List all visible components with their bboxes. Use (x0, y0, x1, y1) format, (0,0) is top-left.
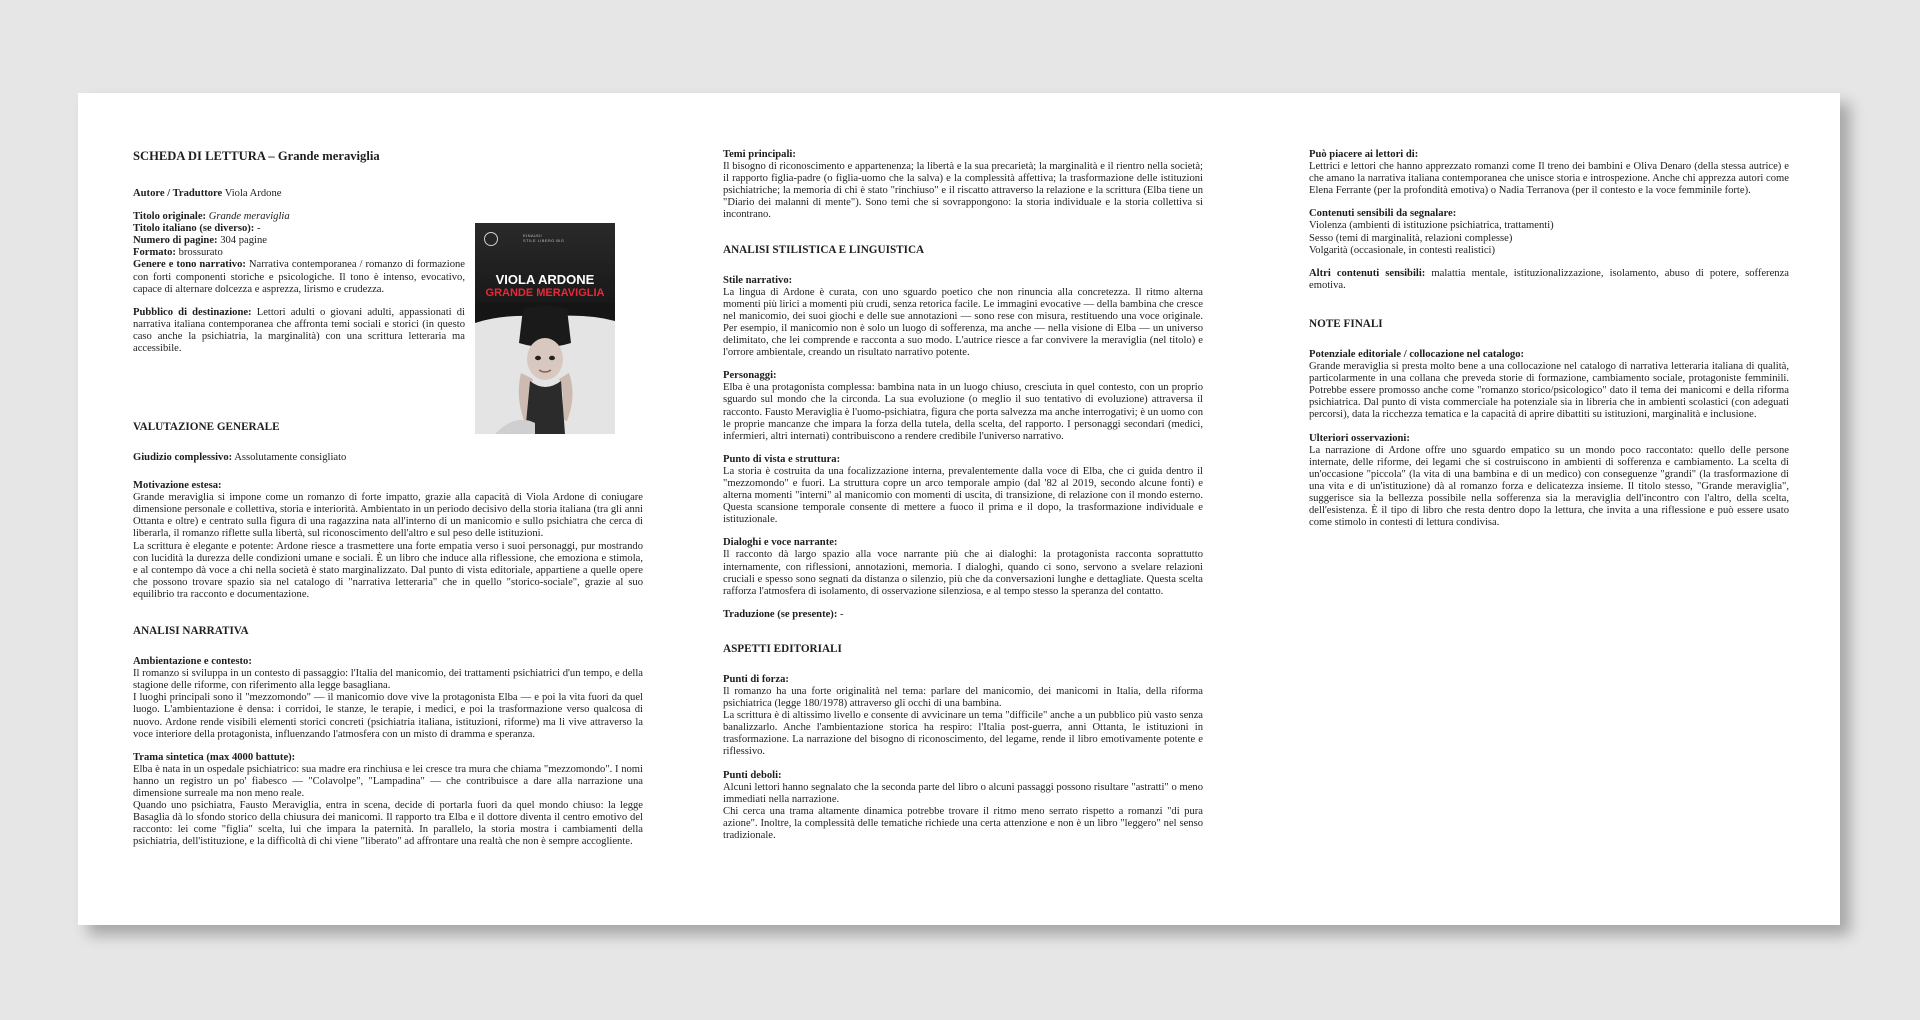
pov-label: Punto di vista e struttura: (723, 453, 841, 465)
column-right (1309, 149, 1789, 529)
orig-title-label: Titolo originale: (133, 211, 207, 223)
plot-paragraph-2: Quando uno psichiatra, Fausto Meraviglia, entra in scena, decide di portarla fuori da quel mondo chiuso: la legge Basaglia dà lo sfondo storico della chiusura dei manicomi. Il rapporto tra Elba e il dottore diventa il centro emotivo del racconto: lei come "figlia" scelta, lui che impara la paternità. In parallelo, la storia mostra i cambiamenti della psichiatria, dell'istituzione, e la difficoltà di chi viene "liberato" ad affrontare una realtà che non è sempre accogliente. (133, 800, 643, 848)
characters-paragraph: Elba è una protagonista complessa: bambina nata in un luogo chiuso, cresciuta in quel contesto, con un proprio sguardo sul mondo che la circonda. La sua evoluzione (o meglio il suo tentativo di evoluzione) attraversa il racconto. Fausto Meraviglia è l'uomo-psichiatra, figura che porta salvezza ma anche interrogativi; è un uomo con le proprie mancanze che impara la forza della tutela, della scelta, del rapporto. I personaggi secondari (medici, infermieri, altri internati) contribuiscono a rendere credibile l'universo narrativo. (723, 382, 1203, 442)
genre-label: Genere e tono narrativo: (133, 259, 246, 271)
intro-text (133, 188, 465, 355)
cover-title: GRANDE MERAVIGLIA (485, 287, 605, 299)
strengths-paragraph-1: Il romanzo ha una forte originalità nel tema: parlare del manicomio, dei manicomi in Italia, della riforma psichiatrica (legge 180/1978) attraverso gli occhi di una bambina. (723, 686, 1203, 710)
intro-block (133, 188, 643, 398)
other-sensitive-label: Altri contenuti sensibili: (1309, 267, 1426, 279)
pov-paragraph: La storia è costruita da una focalizzazione interna, prevalentemente dalla voce di Elba, che ci guida dentro il "mezzomondo" e fuori. La struttura copre un arco temporale ampio (dal '82 al 2019, secondo alcune fonti) e alterna momenti "interni" al manicomio con momenti di uscita, di transizione, di relazione con il mondo esterno. Questa scansione temporale consente di mettere a fuoco il prima e il dopo, la trasformazione individuale e istituzionale. (723, 465, 1203, 526)
setting-label: Ambientazione e contesto: (133, 656, 252, 668)
pages-label: Numero di pagine: (133, 235, 218, 247)
column-middle (723, 149, 1203, 842)
orig-title-value: Grande meraviglia (208, 211, 290, 223)
format-line (133, 247, 465, 259)
genre-value: Narrativa contemporanea / romanzo di formazione con forti componenti storiche e psicologiche. Il tono è intenso, evocativo, capace di alternare dolcezza e asprezza, lirismo e crudezza. (133, 259, 465, 295)
pages-line (133, 235, 465, 247)
it-title-value: - (254, 223, 261, 235)
motivation-paragraph-1: Grande meraviglia si impone come un romanzo di forte impatto, grazie alla capacità di Viola Ardone di coniugare dimensione personale e collettiva, storia e interiorità. Ambientato in un periodo decisivo della storia italiana (tra gli anni Ottanta e oltre) e centrato sulla figura di una ragazzina nata all'interno di un manicomio e sullo psichiatra che cerca di liberarla, il romanzo riflette sulla libertà, sul riconoscimento dell'altro e sul peso delle istituzioni. (133, 492, 643, 540)
sensitive-item: Violenza (ambienti di istituzione psichiatrica, trattamenti) (1309, 220, 1554, 232)
motivation-paragraph-2: La scrittura è elegante e potente: Ardone riesce a trasmettere una forte empatia verso i suoi personaggi, pur mostrando con lucidità la durezza delle condizioni umane e sociali. È un libro che induce alla riflessione, che emoziona e stimola, e al contempo dà voce a chi nella società è stato marginalizzato. Dal punto di vista editoriale, appartiene a quelle opere che possono trovare spazio sia nel catalogo di "narrativa letteraria" che in quello "storico-sociale", grazie al suo equilibrio tra racconto e documentazione. (133, 540, 643, 600)
it-title-line (133, 223, 465, 235)
motivation-label: Motivazione estesa: (133, 480, 222, 492)
potential-label: Potenziale editoriale / collocazione nel catalogo: (1309, 348, 1525, 360)
author-line (133, 188, 465, 200)
judgment-label: Giudizio complessivo: (133, 452, 233, 463)
weaknesses-paragraph-1: Alcuni lettori hanno segnalato che la seconda parte del libro o alcuni passaggi possono risultare "astratti" o meno immediati nella narrazione. (723, 781, 1203, 805)
cover-photo (475, 303, 615, 434)
audience-label: Pubblico di destinazione: (133, 306, 252, 318)
plot-paragraph-1: Elba è nata in un ospedale psichiatrico: sua madre era rinchiusa e lei cresce tra mura che chiama "mezzomondo". I nomi hanno un registro un po' fiabesco — "Colavolpe", "Lampadina" — che contribuisce a dare alla narrazione una dimensione surreale ma non meno reale. (133, 763, 643, 799)
translation-line (723, 609, 1203, 621)
judgment-line (133, 452, 643, 464)
sensitive-label: Contenuti sensibili da segnalare: (1309, 208, 1457, 220)
characters-label: Personaggi: (723, 370, 777, 382)
pages-value: 304 pagine (217, 235, 267, 247)
book-cover (475, 223, 615, 434)
potential-paragraph: Grande meraviglia si presta molto bene a una collocazione nel catalogo di narrativa letteraria italiana di qualità, particolarmente in una collana che preveda storie di formazione, cambiamento sociale, protagoniste femminili. Potrebbe essere promosso anche come "romanzo storico/psicologico" dato il tema dei manicomi e della riforma psichiatrica. Dal punto di vista commerciale ha potenziale sia in libreria che in ambienti scolastici (con adeguati percorsi), data la ricchezza tematica e la capacità di aprire dibattiti su istituzioni, marginalità e inclusione. (1309, 361, 1789, 421)
section-heading-notes: NOTE FINALI (1309, 317, 1383, 330)
cover-author: VIOLA ARDONE (495, 272, 595, 287)
section-heading-narrative: ANALISI NARRATIVA (133, 625, 249, 638)
format-value: brossurato (175, 247, 223, 259)
themes-paragraph: Il bisogno di riconoscimento e appartenenza; la libertà e la sua precarietà; la marginalità e il rientro nella società; il rapporto figlia-padre (o figlia-uomo che la salva) e la complessità affettiva; la trasformazione delle istituzioni psichiatriche; la memoria di chi è stato "rinchiuso" e il riscatto attraverso la relazione e la scrittura (Elba tiene un "Diario dei malanni di mente"). Sono temi che si sovrappongono: la storia individuale e la storia collettiva si incontrano. (723, 161, 1203, 221)
translation-value: - (837, 608, 844, 620)
author-label: Autore / Traduttore (133, 188, 223, 199)
document-title: SCHEDA DI LETTURA – Grande meraviglia (133, 149, 380, 163)
strengths-label: Punti di forza: (723, 673, 789, 685)
themes-label: Temi principali: (723, 149, 796, 160)
section-heading-style: ANALISI STILISTICA E LINGUISTICA (723, 243, 925, 256)
further-paragraph: La narrazione di Ardone offre uno sguardo empatico su un mondo poco raccontato: quello delle persone internate, delle riforme, dei legami che si costruiscono in ambienti di sofferenza e cambiamento. La scelta di un'occasione "piccola" (la vita di una bambina e di un medico) con conseguenze "grandi" (la trasformazione di una vita e di un'istituzione) dà al romanzo forza e delicatezza insieme. Il titolo stesso, "Grande meraviglia", suggerisce sia la bellezza possibile nella sofferenza sia la meraviglia dell'incontro con l'altro, della scelta, dell'esistenza. È il tipo di libro che resta dentro dopo la lettura, che invita a una riflessione e può essere usato come stimolo in contesti di lettura condivisa. (1309, 444, 1789, 529)
audience-line (133, 307, 465, 355)
dialog-paragraph: Il racconto dà largo spazio alla voce narrante più che ai dialoghi: la protagonista racconta soprattutto internamente, con riflessioni, annotazioni, memoria. I dialoghi, quando ci sono, servono a svelare relazioni cruciali e spesso sono segnati da distanza o silenzio, più che da conversazioni lunghe e dettagliate. Questa scelta rafforza l'atmosfera di isolamento, di osservazione silenziosa, e al tempo stesso la speranza del contatto. (723, 549, 1203, 597)
other-sensitive-line (1309, 268, 1789, 292)
author-value: Viola Ardone (222, 188, 282, 199)
style-label: Stile narrativo: (723, 274, 793, 286)
style-paragraph: La lingua di Ardone è curata, con uno sguardo poetico che non rinuncia alla concretezza. Il ritmo alterna momenti più lirici a momenti più crudi, senza retorica facile. Le immagini evocative — della bambina che cresce nel manicomio, dei suoi giochi e delle sue annotazioni — sono rese con misura, restituendo una voce originale. Per esempio, il manicomio non è solo un luogo di sofferenza, ma anche — nella visione di Elba — un universo delimitato, che lei comprende e racconta a suo modo. L'autrice riesce a far convivere la meraviglia (nel titolo) e l'orrore ambientale, creando un risultato narrativo potente. (723, 286, 1203, 359)
audience-value: Lettori adulti o giovani adulti, appassionati di narrativa italiana contemporanea che affronta temi sociali e storici (in questo caso anche la psichiatria, la marginalità) con una scrittura letteraria ma accessibile. (133, 306, 465, 355)
genre-line (133, 259, 465, 295)
it-title-label: Titolo italiano (se diverso): (133, 223, 255, 235)
further-label: Ulteriori osservazioni: (1309, 432, 1410, 444)
document-sheet (78, 93, 1840, 925)
dialog-label: Dialoghi e voce narrante: (723, 537, 838, 549)
orig-title-line (133, 211, 465, 223)
sensitive-item: Sesso (temi di marginalità, relazioni complesse) (1309, 232, 1513, 244)
setting-paragraph-1: Il romanzo si sviluppa in un contesto di passaggio: l'Italia del manicomio, dei trattamenti psichiatrici d'un tempo, e della stagione delle riforme, con riferimento alla legge basagliana. (133, 668, 643, 692)
section-heading-editorial: ASPETTI EDITORIALI (723, 642, 842, 655)
strengths-paragraph-2: La scrittura è di altissimo livello e consente di avvicinare un tema "difficile" anche a un pubblico più vasto senza banalizzarlo. Anche l'ambientazione storica ha respiro: l'Italia post-guerra, anni Ottanta, le istituzioni in trasformazione. La narrazione del bisogno di riconoscimento, del legame, rende il libro emotivamente potente e riflessivo. (723, 710, 1203, 758)
weaknesses-label: Punti deboli: (723, 769, 782, 781)
publisher-logo-icon (484, 232, 498, 246)
translation-label: Traduzione (se presente): (723, 608, 838, 620)
sensitive-item: Volgarità (occasionale, in contesti realistici) (1309, 244, 1496, 256)
weaknesses-paragraph-2: Chi cerca una trama altamente dinamica potrebbe trovare il ritmo meno serrato rispetto a romanzi "di pura azione". Inoltre, la complessità delle tematiche richiede una certa attenzione e non è un libro "leggero" nel senso tradizionale. (723, 805, 1203, 842)
setting-paragraph-2: I luoghi principali sono il "mezzomondo" — il manicomio dove vive la protagonista Elba — e poi la vita fuori da quel luogo. L'ambientazione è densa: i corridoi, le stanze, le terapie, i medici, e poi la trasformazione verso qualcosa di nuovo. Ardone rende visibili elementi storici concreti (psichiatria italiana, istituzioni, riforme) ma li vive attraverso la voce interiore della protagonista, influenzando l'atmosfera con un misto di dramma e speranza. (133, 692, 643, 740)
column-left (133, 149, 643, 848)
like-paragraph: Lettrici e lettori che hanno apprezzato romanzi come Il treno dei bambini e Oliva Denaro (della stessa autrice) e che amano la narrativa italiana contemporanea che unisce storia e introspezione. Anche chi apprezza autori come Elena Ferrante (per la profondità emotiva) o Nadia Terranova (per il contesto e la voce femminile forte). (1309, 161, 1789, 197)
cover-publisher: EINAUDI STILE LIBERO BIG (523, 233, 565, 243)
section-heading-evaluation: VALUTAZIONE GENERALE (133, 421, 280, 433)
like-label: Può piacere ai lettori di: (1309, 149, 1419, 160)
other-sensitive-value: malattia mentale, istituzionalizzazione, isolamento, abuso di potere, sofferenza emotiva. (1309, 267, 1789, 291)
plot-label: Trama sintetica (max 4000 battute): (133, 751, 296, 763)
format-label: Formato: (133, 247, 176, 259)
judgment-value: Assolutamente consigliato (232, 452, 347, 463)
